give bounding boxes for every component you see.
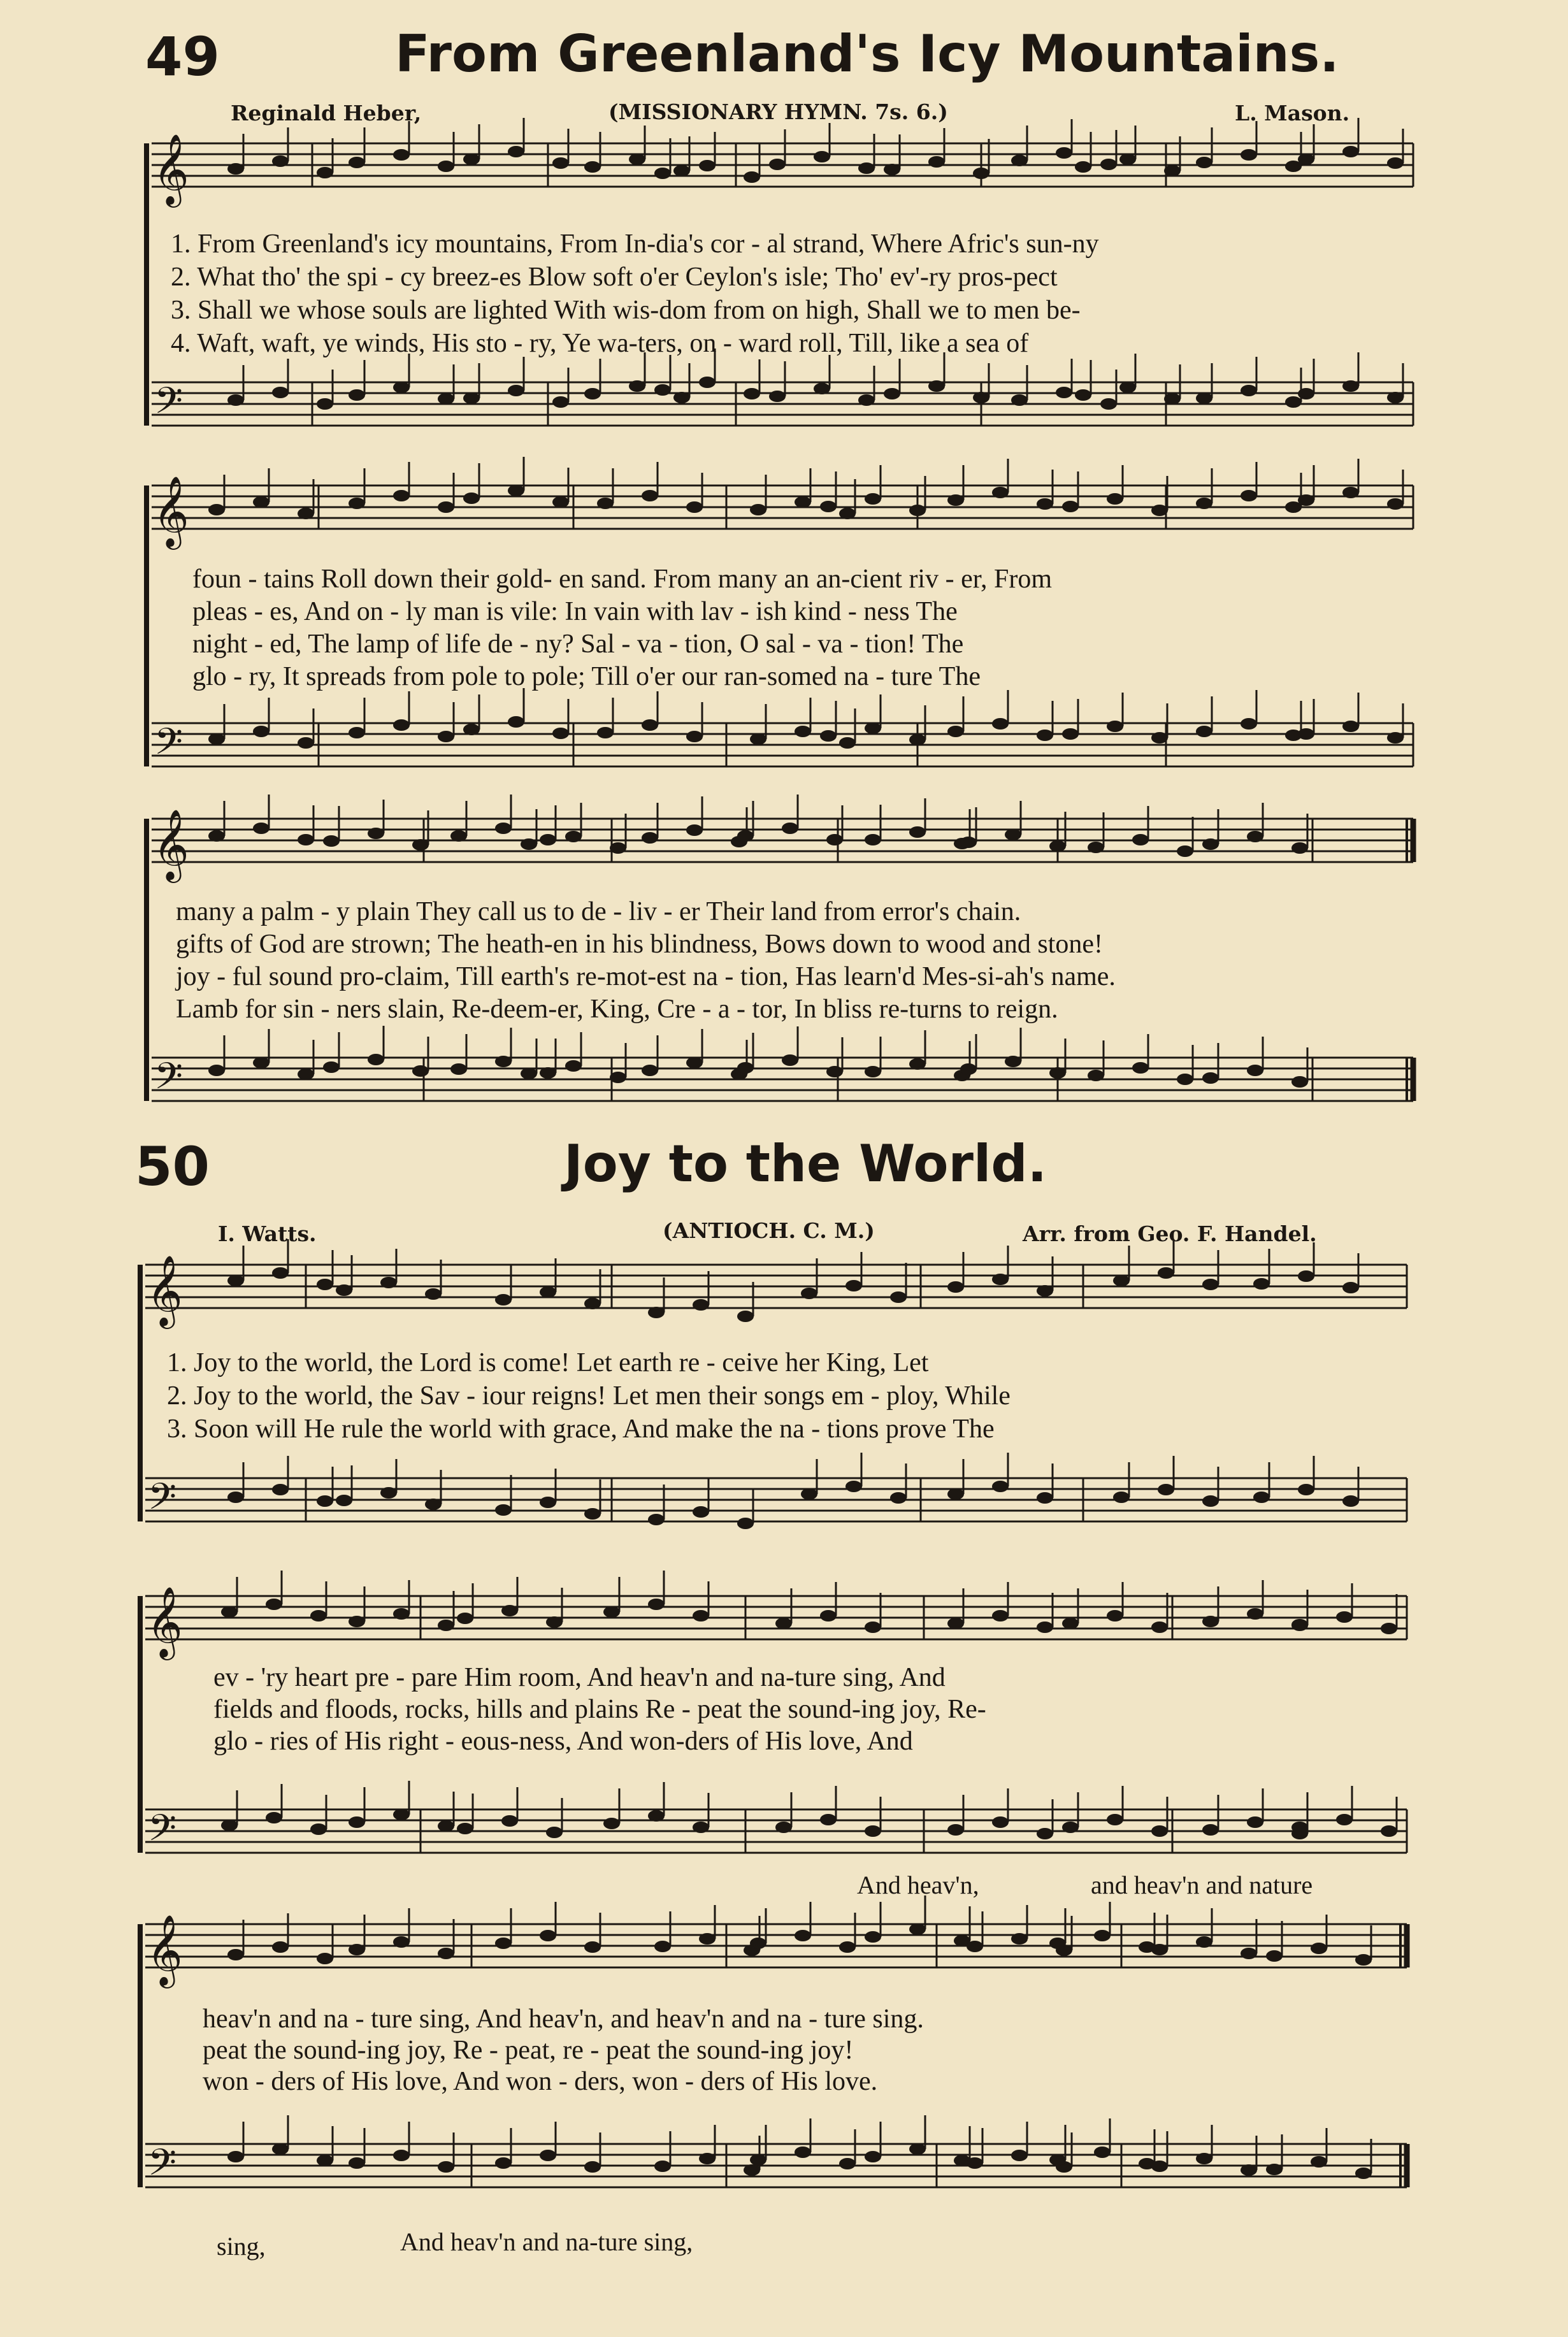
lyric-line: fields and floods, rocks, hills and plains Re - peat the sound-ing joy, Re- <box>213 1695 986 1724</box>
lyric-line: joy - ful sound pro-claim, Till earth's re-mot-est na - tion, Has learn'd Mes-si-ah's name. <box>176 962 1116 991</box>
bass-text: And heav'n and na-ture sing, <box>400 2227 693 2256</box>
lyric-line: glo - ry, It spreads from pole to pole; Till o'er our ran-somed na - ture The <box>192 662 981 691</box>
lyric-line: heav'n and na - ture sing, And heav'n, and heav'n and na - ture sing. <box>203 2004 924 2034</box>
lyric-line: 3. Shall we whose souls are lighted With wis-dom from on high, Shall we to men be- <box>171 296 1081 325</box>
hymn50-system2-lyrics <box>213 1664 986 1760</box>
lyric-line: 4. Waft, waft, ye winds, His sto - ry, Ye wa-ters, on - ward roll, Till, like a sea of <box>171 329 1029 358</box>
lyric-line: night - ed, The lamp of life de - ny? Sal - va - tion, O sal - va - tion! The <box>192 629 964 659</box>
lyric-line: peat the sound-ing joy, Re - peat, re - peat the sound-ing joy! <box>203 2036 854 2065</box>
hymn49-system1-lyrics <box>171 231 1099 363</box>
lyric-line: ev - 'ry heart pre - pare Him room, And heav'n and na-ture sing, And <box>213 1663 946 1692</box>
bass-text: And heav'n, <box>857 1871 979 1899</box>
hymn-tune-50: (ANTIOCH. C. M.) <box>663 1218 875 1243</box>
lyric-line: 2. Joy to the world, the Sav - iour reigns! Let men their songs em - ploy, While <box>167 1381 1011 1411</box>
svg-text:𝄢: 𝄢 <box>154 1054 183 1107</box>
hymn50-system3-lyrics <box>203 2006 924 2099</box>
hymn49-system2-lyrics <box>192 566 1052 696</box>
hymn-composer-49: L. Mason. <box>1235 101 1350 126</box>
hymn-tune-49: (MISSIONARY HYMN. 7s. 6.) <box>608 99 948 124</box>
svg-text:𝄢: 𝄢 <box>148 2141 177 2193</box>
lyric-line: glo - ries of His right - eous-ness, And won-ders of His love, And <box>213 1727 913 1756</box>
hymn-title-50: Joy to the World. <box>564 1134 1047 1193</box>
bass-text: sing, <box>217 2232 266 2261</box>
hymn-title-49: From Greenland's Icy Mountains. <box>395 24 1339 83</box>
lyric-line: Lamb for sin - ners slain, Re-deem-er, King, Cre - a - tor, In bliss re-turns to reign. <box>176 995 1058 1024</box>
svg-text:𝄞: 𝄞 <box>153 475 189 547</box>
hymn-composer-50: Arr. from Geo. F. Handel. <box>1023 1221 1317 1246</box>
lyric-line: 3. Soon will He rule the world with grace, And make the na - tions prove The <box>167 1414 995 1444</box>
lyric-line: many a palm - y plain They call us to de - liv - er Their land from error's chain. <box>176 897 1021 926</box>
lyric-line: won - ders of His love, And won - ders, won - ders of His love. <box>203 2067 878 2096</box>
bass-text: and heav'n and nature <box>1091 1871 1313 1899</box>
lyric-line: gifts of God are strown; The heath-en in his blindness, Bows down to wood and stone! <box>176 930 1104 959</box>
svg-text:𝄢: 𝄢 <box>148 1806 177 1859</box>
svg-text:𝄞: 𝄞 <box>153 809 189 880</box>
svg-text:𝄞: 𝄞 <box>147 1914 183 1985</box>
hymn-author-50: I. Watts. <box>218 1221 317 1246</box>
lyric-line: 1. From Greenland's icy mountains, From In-dia's cor - al strand, Where Afric's sun-ny <box>171 229 1099 259</box>
hymn49-system3-lyrics <box>176 898 1116 1028</box>
svg-text:𝄢: 𝄢 <box>154 720 183 772</box>
svg-text:𝄞: 𝄞 <box>153 133 189 205</box>
lyric-line: foun - tains Roll down their gold- en sand. From many an an-cient riv - er, From <box>192 564 1053 594</box>
lyric-line: 2. What tho' the spi - cy breez-es Blow soft o'er Ceylon's isle; Tho' ev'-ry pros-pect <box>171 262 1058 292</box>
svg-text:𝄢: 𝄢 <box>154 379 183 431</box>
lyric-line: 1. Joy to the world, the Lord is come! Let earth re - ceive her King, Let <box>167 1348 929 1377</box>
lyric-line: pleas - es, And on - ly man is vile: In vain with lav - ish kind - ness The <box>192 597 958 626</box>
svg-text:𝄞: 𝄞 <box>147 1255 183 1326</box>
svg-text:𝄞: 𝄞 <box>147 1586 183 1657</box>
hymn50-system1-lyrics <box>167 1349 1011 1449</box>
hymn-number-49: 49 <box>145 25 220 88</box>
svg-text:𝄢: 𝄢 <box>148 1475 177 1527</box>
hymn-number-50: 50 <box>135 1135 210 1198</box>
hymn-author-49: Reginald Heber, <box>231 101 422 126</box>
